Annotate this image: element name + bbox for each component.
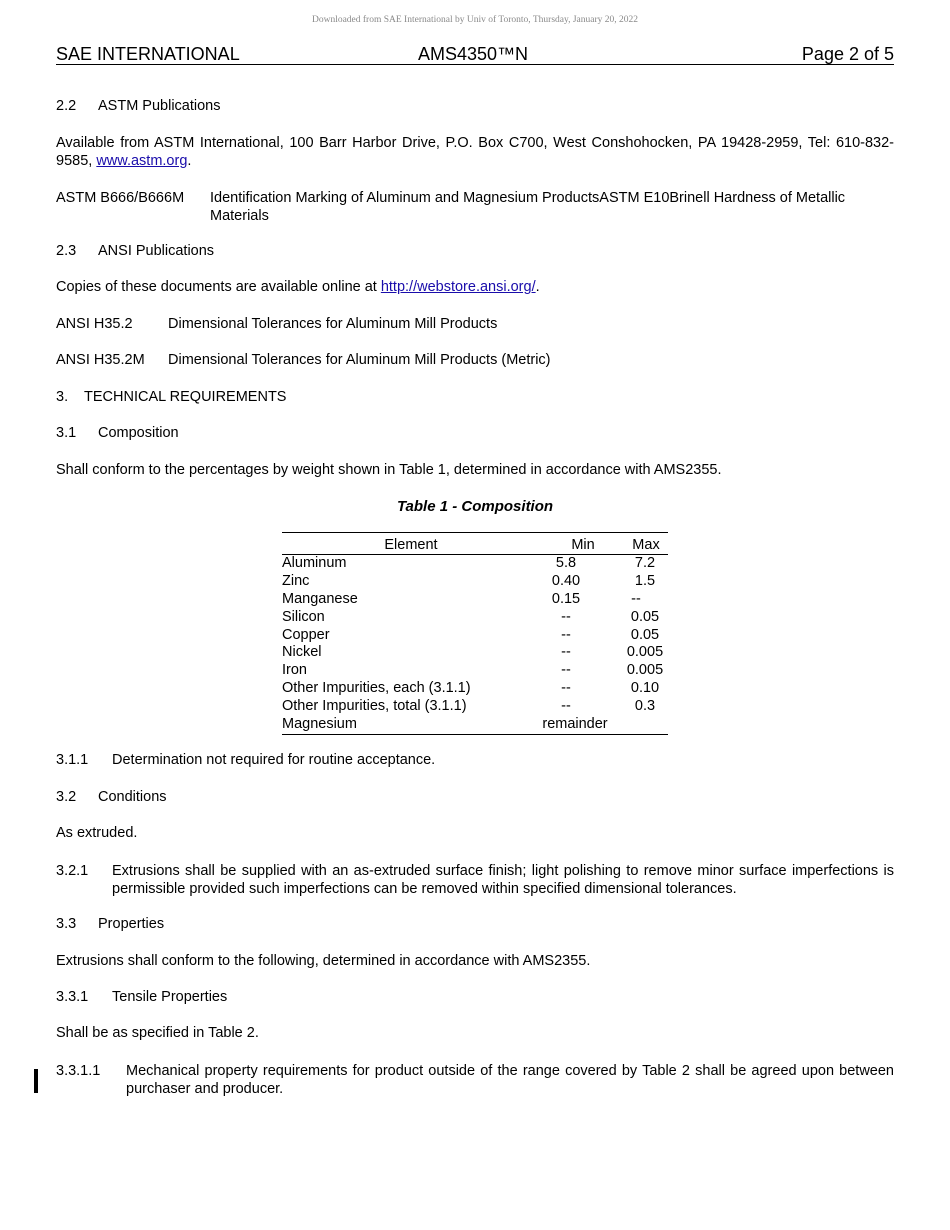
composition-table — [282, 532, 668, 735]
table-cell-min: -- — [561, 609, 571, 625]
reference-ansi-h35-2m — [56, 352, 551, 368]
table-cell-min: remainder — [542, 716, 608, 732]
header-org: SAE INTERNATIONAL — [56, 44, 240, 64]
table-cell-element: Manganese — [282, 591, 358, 607]
table-cell-element: Copper — [282, 627, 330, 643]
table-cell-element: Aluminum — [282, 555, 347, 571]
section-2-3-heading — [56, 243, 215, 259]
section-3-1-heading — [56, 425, 179, 441]
table-cell-min: 0.40 — [551, 573, 581, 589]
reference-title: Dimensional Tolerances for Aluminum Mill Products — [168, 316, 498, 332]
ansi-webstore-link[interactable]: http://webstore.ansi.org/ — [380, 279, 536, 295]
section-3-1-1 — [56, 752, 436, 768]
period: . — [535, 279, 540, 295]
reference-title: Dimensional Tolerances for Aluminum Mill Products (Metric) — [168, 352, 551, 368]
table-cell-element: Other Impurities, each (3.1.1) — [282, 680, 471, 696]
revision-change-bar — [34, 1069, 38, 1093]
section-title: ANSI Publications — [98, 243, 215, 259]
reference-code: ANSI H35.2M — [56, 352, 145, 368]
section-number: 3.1.1 — [56, 752, 89, 768]
table-cell-max: 0.05 — [630, 609, 660, 625]
table-cell-max: 0.3 — [634, 698, 656, 714]
column-header-max: Max — [632, 537, 660, 553]
section-title: Properties — [98, 916, 165, 932]
section-3-3-1-1-text: Mechanical property requirements for product outside of the range covered by Table 2 shall be agreed upon between purchaser and producer. — [126, 1063, 894, 1097]
column-header-element: Element — [384, 537, 438, 553]
section-number: 3.3.1 — [56, 989, 89, 1005]
table-cell-max: 0.10 — [630, 680, 660, 696]
page-header — [56, 44, 894, 65]
properties-paragraph: Extrusions shall conform to the following, determined in accordance with AMS2355. — [56, 953, 591, 969]
table-cell-max: -- — [631, 591, 641, 607]
section-title: Conditions — [98, 789, 167, 805]
table-cell-min: 5.8 — [555, 555, 577, 571]
header-doc-id: AMS4350™N — [418, 44, 529, 64]
reference-code: ASTM B666/B666M — [56, 190, 185, 206]
astm-availability-paragraph — [56, 134, 894, 170]
table-cell-max: 1.5 — [634, 573, 656, 589]
table-header-row — [282, 536, 668, 555]
section-number: 3.1 — [56, 425, 77, 441]
section-3-heading — [56, 389, 287, 405]
table-cell-min: -- — [561, 627, 571, 643]
download-watermark: Downloaded from SAE International by Univ of Toronto, Thursday, January 20, 2022 — [311, 15, 639, 25]
section-3-2-1-number: 3.2.1 — [56, 863, 89, 879]
section-3-2-1-text: Extrusions shall be supplied with an as-extruded surface finish; light polishing to remove minor surface imperfections is permissible provided such imperfections can be removed within specified dimensional tolerances. — [112, 863, 894, 897]
table-cell-element: Zinc — [282, 573, 310, 589]
conditions-paragraph: As extruded. — [56, 825, 138, 841]
header-page-number: Page 2 of 5 — [801, 44, 894, 64]
section-number: 2.2 — [56, 98, 77, 114]
section-2-2-heading — [56, 98, 221, 114]
table-cell-min: -- — [561, 644, 571, 660]
column-header-min: Min — [571, 537, 595, 553]
table-cell-element: Other Impurities, total (3.1.1) — [282, 698, 467, 714]
table-cell-max: 0.05 — [630, 627, 660, 643]
section-3-2-heading — [56, 789, 167, 805]
composition-paragraph: Shall conform to the percentages by weight shown in Table 1, determined in accordance with AMS2355. — [56, 462, 722, 478]
section-title: ASTM Publications — [98, 98, 221, 114]
reference-code: ANSI H35.2 — [56, 316, 133, 332]
tensile-paragraph: Shall be as specified in Table 2. — [56, 1025, 259, 1041]
period: . — [187, 153, 192, 169]
ansi-availability-text: Copies of these documents are available online at — [56, 279, 381, 295]
section-text: Determination not required for routine acceptance. — [112, 752, 436, 768]
table-cell-max: 0.005 — [626, 644, 664, 660]
table-cell-min: -- — [561, 680, 571, 696]
section-3-3-heading — [56, 916, 165, 932]
table-cell-min: -- — [561, 698, 571, 714]
section-number: 3.3 — [56, 916, 77, 932]
section-3-3-1-1-number: 3.3.1.1 — [56, 1063, 101, 1079]
section-3-3-1-heading — [56, 989, 228, 1005]
table-cell-max: 7.2 — [634, 555, 656, 571]
reference-title-line-1: Identification Marking of Aluminum and Magnesium ProductsASTM E10Brinell Hardness of Metallic — [210, 190, 846, 206]
table-cell-element: Nickel — [282, 644, 322, 660]
table-cell-min: 0.15 — [551, 591, 581, 607]
section-number: 3.2 — [56, 789, 77, 805]
table-cell-max: 0.005 — [626, 662, 664, 678]
table-cell-min: -- — [561, 662, 571, 678]
astm-availability-text: Available from ASTM International, 100 Barr Harbor Drive, P.O. Box C700, West Conshohocken, PA 19428-2959, Tel: 610-832-9585, — [56, 135, 894, 169]
section-number: 3. — [56, 389, 69, 405]
table-1-title: Table 1 - Composition — [396, 498, 554, 515]
table-cell-element: Magnesium — [282, 716, 357, 732]
section-title: TECHNICAL REQUIREMENTS — [84, 389, 287, 405]
section-title: Tensile Properties — [112, 989, 228, 1005]
table-cell-element: Iron — [282, 662, 307, 678]
section-title: Composition — [98, 425, 179, 441]
table-cell-element: Silicon — [282, 609, 325, 625]
reference-ansi-h35-2 — [56, 316, 498, 332]
ansi-availability-paragraph — [56, 279, 540, 295]
reference-title-line-2: Materials — [210, 208, 269, 224]
section-number: 2.3 — [56, 243, 77, 259]
astm-website-link[interactable]: www.astm.org — [96, 153, 188, 169]
